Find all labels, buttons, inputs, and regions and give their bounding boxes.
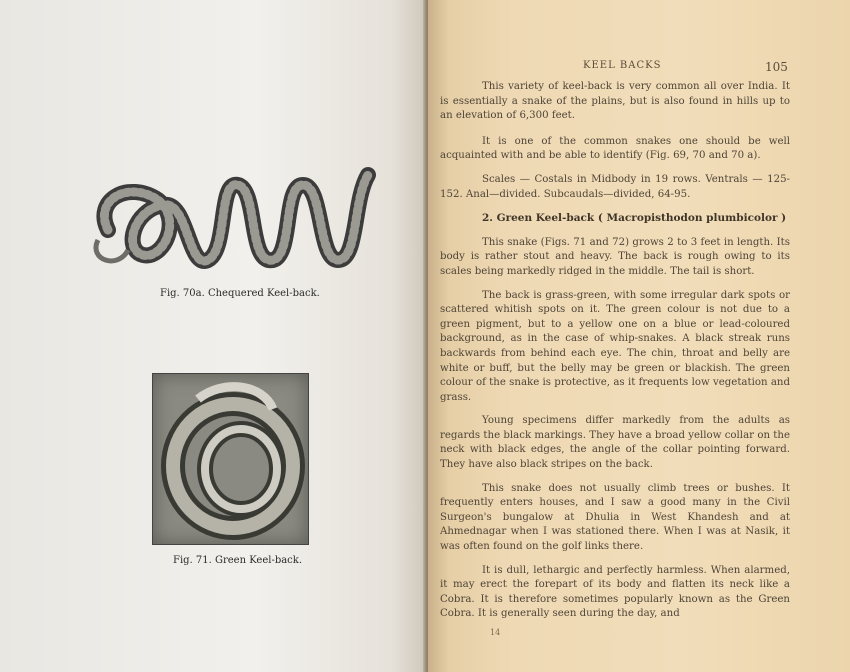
paragraph: The back is grass-green, with some irregular dark spots or scattered whitish spots on it. The green colour is not due to a green pigment, but to a yellow one on a blue or lead-coloured background, as in the case of whip-snakes. A black streak runs backwards from behind each eye. The chin, throat and belly are white or buff, but the belly may be green or blackish. The green colour of the snake is protective, as it frequents low vegetation and grass. (440, 289, 790, 403)
signature-mark: 14 (490, 628, 501, 637)
paragraph: Young specimens differ markedly from the adults as regards the black markings. They have a broad yellow collar on the neck with black edges, the angle of the collar pointing forward. They have also black stripes on the back. (440, 415, 790, 471)
paragraph: This variety of keel-back is very common all over India. It is essentially a snake of the plains, but is also found in hills up to an elevation of 6,300 feet. (440, 81, 790, 122)
body-text (440, 80, 790, 631)
figure-a-caption: Fig. 70a. Chequered Keel-back. (160, 288, 320, 299)
figure-b-caption: Fig. 71. Green Keel-back. (173, 555, 303, 566)
figure-chequered-keelback (88, 160, 388, 285)
paragraph: It is one of the common snakes one should be well acquainted with and be able to identify (Fig. 69, 70 and 70 a). (440, 135, 790, 162)
page-number: 105 (765, 60, 788, 74)
paragraph: Scales — Costals in Midbody in 19 rows. Ventrals — 125-152. Anal—divided. Subcaudals—divided, 64-95. (440, 173, 790, 200)
paragraph: This snake does not usually climb trees or bushes. It frequently enters houses, and I saw a good many in the Civil Surgeon's bungalow at Dhulia in West Khandesh and at Ahmednagar when I was stationed there. When I was at Nasik, it was often found on the golf links there. (440, 482, 790, 553)
running-head: KEEL BACKS (583, 60, 662, 71)
paragraph: It is dull, lethargic and perfectly harmless. When alarmed, it may erect the forepart of its body and flatten its neck like a Cobra. It is therefore sometimes popularly known as the Green Cobra. It is generally seen during the day, and (440, 564, 790, 620)
figure-green-keelback-photo (152, 373, 309, 545)
section-heading: 2. Green Keel-back ( Macropisthodon plumbicolor ) (482, 212, 787, 225)
paragraph: This snake (Figs. 71 and 72) grows 2 to 3 feet in length. Its body is rather stout and heavy. The back is rough owing to its scales being markedly ridged in the middle. The tail is short. (440, 236, 790, 277)
